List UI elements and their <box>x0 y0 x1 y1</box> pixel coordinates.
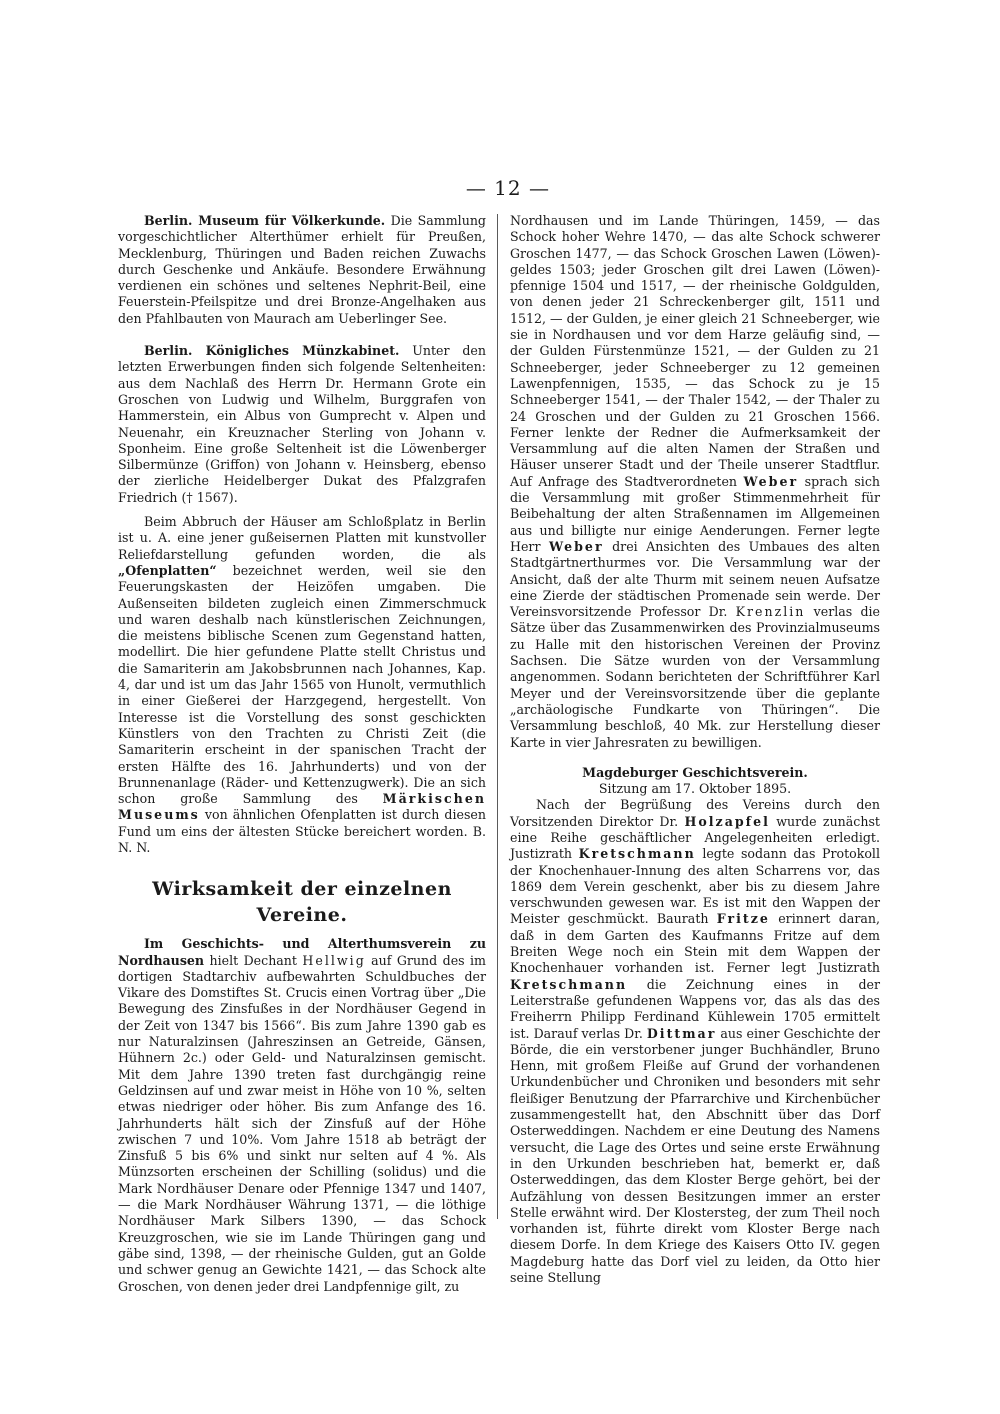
entry-heading: Berlin. Königliches Münzkabinet. <box>144 343 400 359</box>
session-date: Sitzung am 17. Oktober 1895. <box>598 781 792 797</box>
entry-text: von ähnlichen Ofenplatten ist durch diesen Fund um eins der ältesten Stücke bereichert worden. <box>118 807 486 839</box>
entry-text: erinnert daran, daß in dem Garten des Kaufmanns Fritze auf dem Breiten Wege noch ein Stein mit dem Wappen der Knochenhauer vorhanden ist. Ferner legt Justizrath <box>510 911 880 976</box>
entry-heading: Im Geschichts- und Alterthumsverein zu Nordhausen <box>118 936 486 968</box>
person-name: Kretschmann <box>510 976 628 992</box>
person-name: Kretschmann <box>578 846 696 862</box>
museum-name: Märkischen Museums <box>118 791 486 823</box>
entry-text: drei Ansichten des Umbaues des alten Stadtgärtnerthurmes vor. Die Versammlung war der Ansicht, daß der alte Thurm mit seinem neuen Aufsatze eine Zierde der städtischen Promenade sein werde. Der Vereinsvorsitzende Professor Dr. <box>510 538 880 620</box>
entry-text: Nach der Begrüßung des Vereins durch den Vorsitzenden Direktor Dr. <box>510 797 880 829</box>
entry-text: die Zeichnung eines in der Leiterstraße gefundenen Wappens vor, das als das des Freiherrn Philipp Ferdinand Kühlewein 1705 ermittelt ist. Darauf verlas Dr. <box>510 976 880 1041</box>
entry-text: bezeichnet werden, weil sie den Feuerungskasten der Heizöfen umgaben. Die Außenseiten bildeten zugleich einen Zimmerschmuck und waren deshalb nach künstlerischen Zeichnungen, die meistens biblische Scenen zum Gegenstand hatten, modellirt. Die hier gefundene Platte stellt Christus und die Samariterin am Jakobsbrunnen nach Johannes, Kap. 4, dar und ist um das Jahr 1565 von Hunolt, vermuthlich in einer Gießerei der Harzgegend, hergestellt. Von Interesse ist die Vorstellung des sonst geschickten Künstlers von den Trachten zu Christi Zeit (die Samariterin erscheint in der spanischen Tracht der ersten Hälfte des 16. Jahrhunderts) und von der Brunnenanlage (Räder- und Kettenzugwerk). Die an sich schon große Sammlung des <box>118 562 486 807</box>
entry-text: Unter den letzten Erwerbungen finden sich folgende Seltenheiten: aus dem Nachlaß des Herrn Dr. Hermann Grote ein Groschen von Ludwig und Wilhelm, Burggrafen von Hammerstein, ein Albus von Gumprecht v. Alpen und Neuenahr, ein Kreuznacher Sterling von Johann v. Sponheim. Eine große Seltenheit ist die Löwenberger Silbermünze (Griffon) von Johann v. Heinsberg, ebenso der zierliche Heidelberger Dukat des Pfalzgrafen Friedrich († 1567). <box>118 343 486 505</box>
person-name: Weber <box>549 538 604 554</box>
entry-text: Beim Abbruch der Häuser am Schloßplatz in Berlin ist u. A. eine jener gußeisernen Platten mit kunstvoller Reliefdarstellung gefunden worden, die als <box>118 514 486 562</box>
entry-text: hielt Dechant <box>204 952 303 968</box>
left-column <box>118 213 486 1295</box>
column-divider <box>497 214 498 1219</box>
entry-nordhausen-continued <box>510 213 880 751</box>
entry-berlin-museum <box>118 213 486 327</box>
entry-text: Die Sammlung vorgeschichtlicher Alterthümer erhielt für Preußen, Mecklenburg, Thüringen und Baden reichen Zuwachs durch Geschenke und Ankäufe. Besondere Erwähnung verdienen ein schönes und seltenes Nephrit-Beil, eine Feuerstein-Pfeilspitze und drei Bronze-Angelhaken aus den Pfahlbauten von Maurach am Ueberlinger See. <box>118 213 486 326</box>
entry-text: aus einer Geschichte der Börde, die ein verstorbener junger Buchhändler, Bruno Henn, mit großem Fleiße auf Grund der vorhandenen Urkundenbücher und Chroniken und besonders mit sehr fleißiger Benutzung der Pfarrarchive und Kirchenbücher zusammengestellt hat, den Abschnitt über das Dorf Osterweddingen. Nachdem er eine Deutung des Namens versucht, die Lage des Ortes und seine erste Erwähnung in den Urkunden beschrieben hat, bemerkt er, daß Osterweddingen, das dem Kloster Berge gehört, bei der Aufzählung von dessen Besitzungen immer an erster Stelle erwähnt wird. Der Klostersteg, der zum Theil noch vorhanden ist, führte direkt vom Kloster Berge nach diesem Dorfe. In dem Kriege des Kaisers Otto IV. gegen Magdeburg hatte das Dorf viel zu leiden, da Otto hier seine Stellung <box>510 1025 880 1285</box>
entry-text: sprach sich die Versammlung mit großer Stimmenmehrheit für Beibehaltung der alten Straßennamen im Allgemeinen aus und billigte nur einige Aenderungen. Ferner legte Herr <box>510 473 880 554</box>
entry-ofenplatten <box>118 514 486 856</box>
entry-text: Nordhausen und im Lande Thüringen, 1459, — das Schock hoher Wehre 1470, — das alte Schock schwerer Groschen 1477, — das Schock Groschen Lawen (Löwen)-geldes 1503; jeder Groschen gilt drei Lawen (Löwen)-pfennige 1504 und 1517, — der rheinische Goldgulden, von denen jeder 21 Schreckenberger gilt, 1511 und 1512, — der Gulden, je einer gleich 21 Schneeberger, wie sie in Nordhausen und vor dem Harze geläufig sind, — der Gulden Fürstenmünze 1521, — der Gulden zu 21 Schneeberger, jeder Schneeberger zu 12 gemeinen Lawenpfennigen, 1535, — das Schock zu je 15 Schneeberger 1541, — der Thaler 1542, — der Thaler zu 24 Groschen und der Gulden zu 21 Groschen 1566. Ferner lenkte der Redner die Aufmerksamkeit der Versammlung auf die alten Namen der Straßen und Häuser unserer Stadt und der Theile unserer Stadtflur. Auf Anfrage des Stadtverordneten <box>510 213 880 489</box>
right-column <box>510 213 880 1286</box>
person-name: Weber <box>743 473 799 489</box>
term-ofenplatten: „Ofenplatten“ <box>118 562 217 578</box>
entry-berlin-muenzkabinet <box>118 343 486 506</box>
person-name: Dittmar <box>646 1025 717 1041</box>
person-name: Fritze <box>716 911 770 927</box>
entry-text: legte sodann das Protokoll der Knochenhauer-Innung des alten Scharrens vor, das 1869 dem Verein geschenkt, aber bis zu diesem Jahre verschwunden gewesen war. Es ist mit den Wappen der Meister geschmückt. Baurath <box>510 846 880 927</box>
person-name: Krenzlin <box>735 604 806 620</box>
section-heading: Wirksamkeit der einzelnen Vereine. <box>152 878 452 927</box>
page-number: — 12 — <box>465 176 550 200</box>
entry-heading: Berlin. Museum für Völkerkunde. <box>144 213 386 228</box>
person-name: Holzapfel <box>684 813 770 829</box>
entry-text: auf Grund des im dortigen Stadtarchiv aufbewahrten Schuldbuches der Vikare des Domstiftes St. Crucis einen Vortrag über „Die Bewegung des Zinsfußes in der Nordhäuser Gegend in der Zeit von 1347 bis 1566“. Bis zum Jahre 1390 gab es nur Naturalzinsen (Jahreszinsen an Getreide, Gänsen, Hühnern 2c.) oder Geld- und Naturalzinsen gemischt. Mit dem Jahre 1390 treten fast durchgängig reine Geldzinsen auf und zwar meist in Höhe von 10 %, selten etwas niedriger oder höher. Bis zum Anfange des 16. Jahrhunderts hält sich der Zinsfuß auf der Höhe zwischen 7 und 10%. Vom Jahre 1518 ab beträgt der Zinsfuß 5 bis 6% und sinkt nur selten auf 4 %. Als Münzsorten erscheinen der Schilling (solidus) und die Mark Nordhäuser Denare oder Pfennige 1347 und 1407, — die Mark Nordhäuser Währung 1371, — die löthige Nordhäuser Mark Silbers 1390, — das Schock Kreuzgroschen, wie sie im Lande Thüringen gang und gäbe sind, 1398, — der rheinische Gulden, gut an Golde und schwer genug an Gewichte 1421, — das Schock alte Groschen, von denen jeder drei Landpfennige gilt, zu <box>118 952 486 1294</box>
entry-nordhausen <box>118 936 486 1295</box>
entry-text: verlas die Sätze über das Zusammenwirken des Provinzialmuseums zu Halle mit den historischen Vereinen der Provinz Sachsen. Die Sätze wurden von der Versammlung angenommen. Sodann berichteten der Schriftführer Karl Meyer und der Vereinsvorsitzende über die geplante „archäologische Fundkarte von Thüringen“. Die Versammlung beschloß, 40 Mk. zur Herstellung dieser Karte in vier Jahresraten zu bewilligen. <box>510 604 880 750</box>
signature: B. N. N. <box>118 823 486 855</box>
speaker-name: Hellwig <box>302 952 366 968</box>
society-title: Magdeburger Geschichtsverein. <box>582 764 808 780</box>
entry-text: wurde zunächst eine Reihe geschäftlicher Angelegenheiten erledigt. Justizrath <box>510 813 880 862</box>
entry-magdeburg <box>510 797 880 1286</box>
